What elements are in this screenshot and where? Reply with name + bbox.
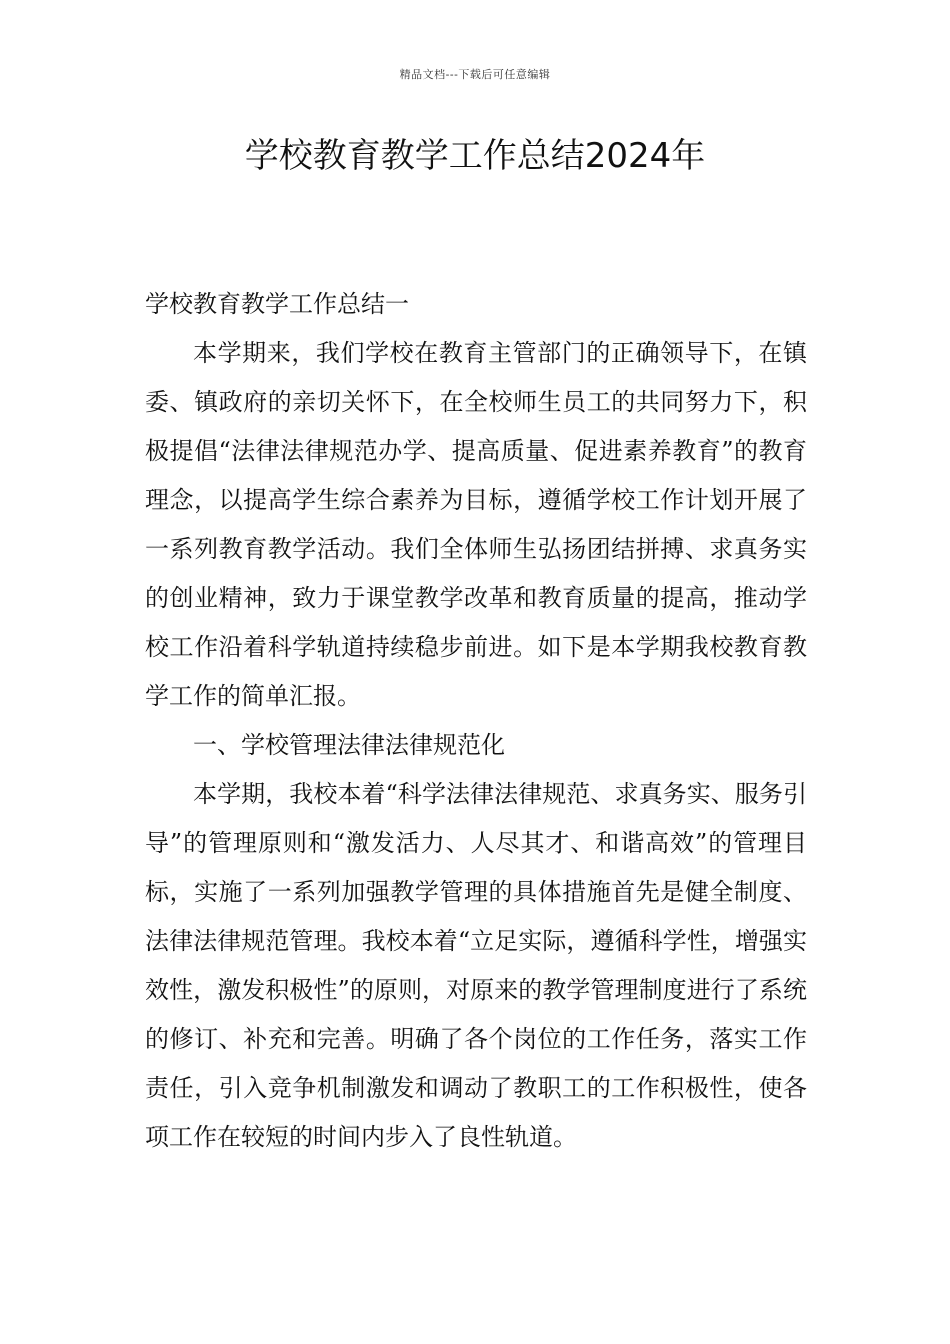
header-note: 精品文档---下载后可任意编辑 [399,68,551,81]
document-title: 学校教育教学工作总结2024年 [244,136,706,176]
body-paragraph: 本学期来，我们学校在教育主管部门的正确领导下，在镇委、镇政府的亲切关怀下，在全校师生员工的共同努力下，积极提倡“法律法律规范办学、提高质量、促进素养教育”的教育理念，以提高学生综合素养为目标，遵循学校工作计划开展了一系列教育教学活动。我们全体师生弘扬团结拼搏、求真务实的创业精神，致力于课堂教学改革和教育质量的提高，推动学校工作沿着科学轨道持续稳步前进。如下是本学期我校教育教学工作的简单汇报。 [145,339,807,710]
document-body [145,280,807,1162]
section-subheading: 学校教育教学工作总结一 [145,290,409,318]
body-paragraph: 本学期，我校本着“科学法律法律规范、求真务实、服务引导”的管理原则和“激发活力、人尽其才、和谐高效”的管理目标，实施了一系列加强教学管理的具体措施首先是健全制度、法律法律规范管理。我校本着“立足实际，遵循科学性，增强实效性，激发积极性”的原则，对原来的教学管理制度进行了系统的修订、补充和完善。明确了各个岗位的工作任务，落实工作责任，引入竞争机制激发和调动了教职工的工作积极性，使各项工作在较短的时间内步入了良性轨道。 [145,780,807,1151]
section-heading: 一、学校管理法律法律规范化 [193,731,505,759]
